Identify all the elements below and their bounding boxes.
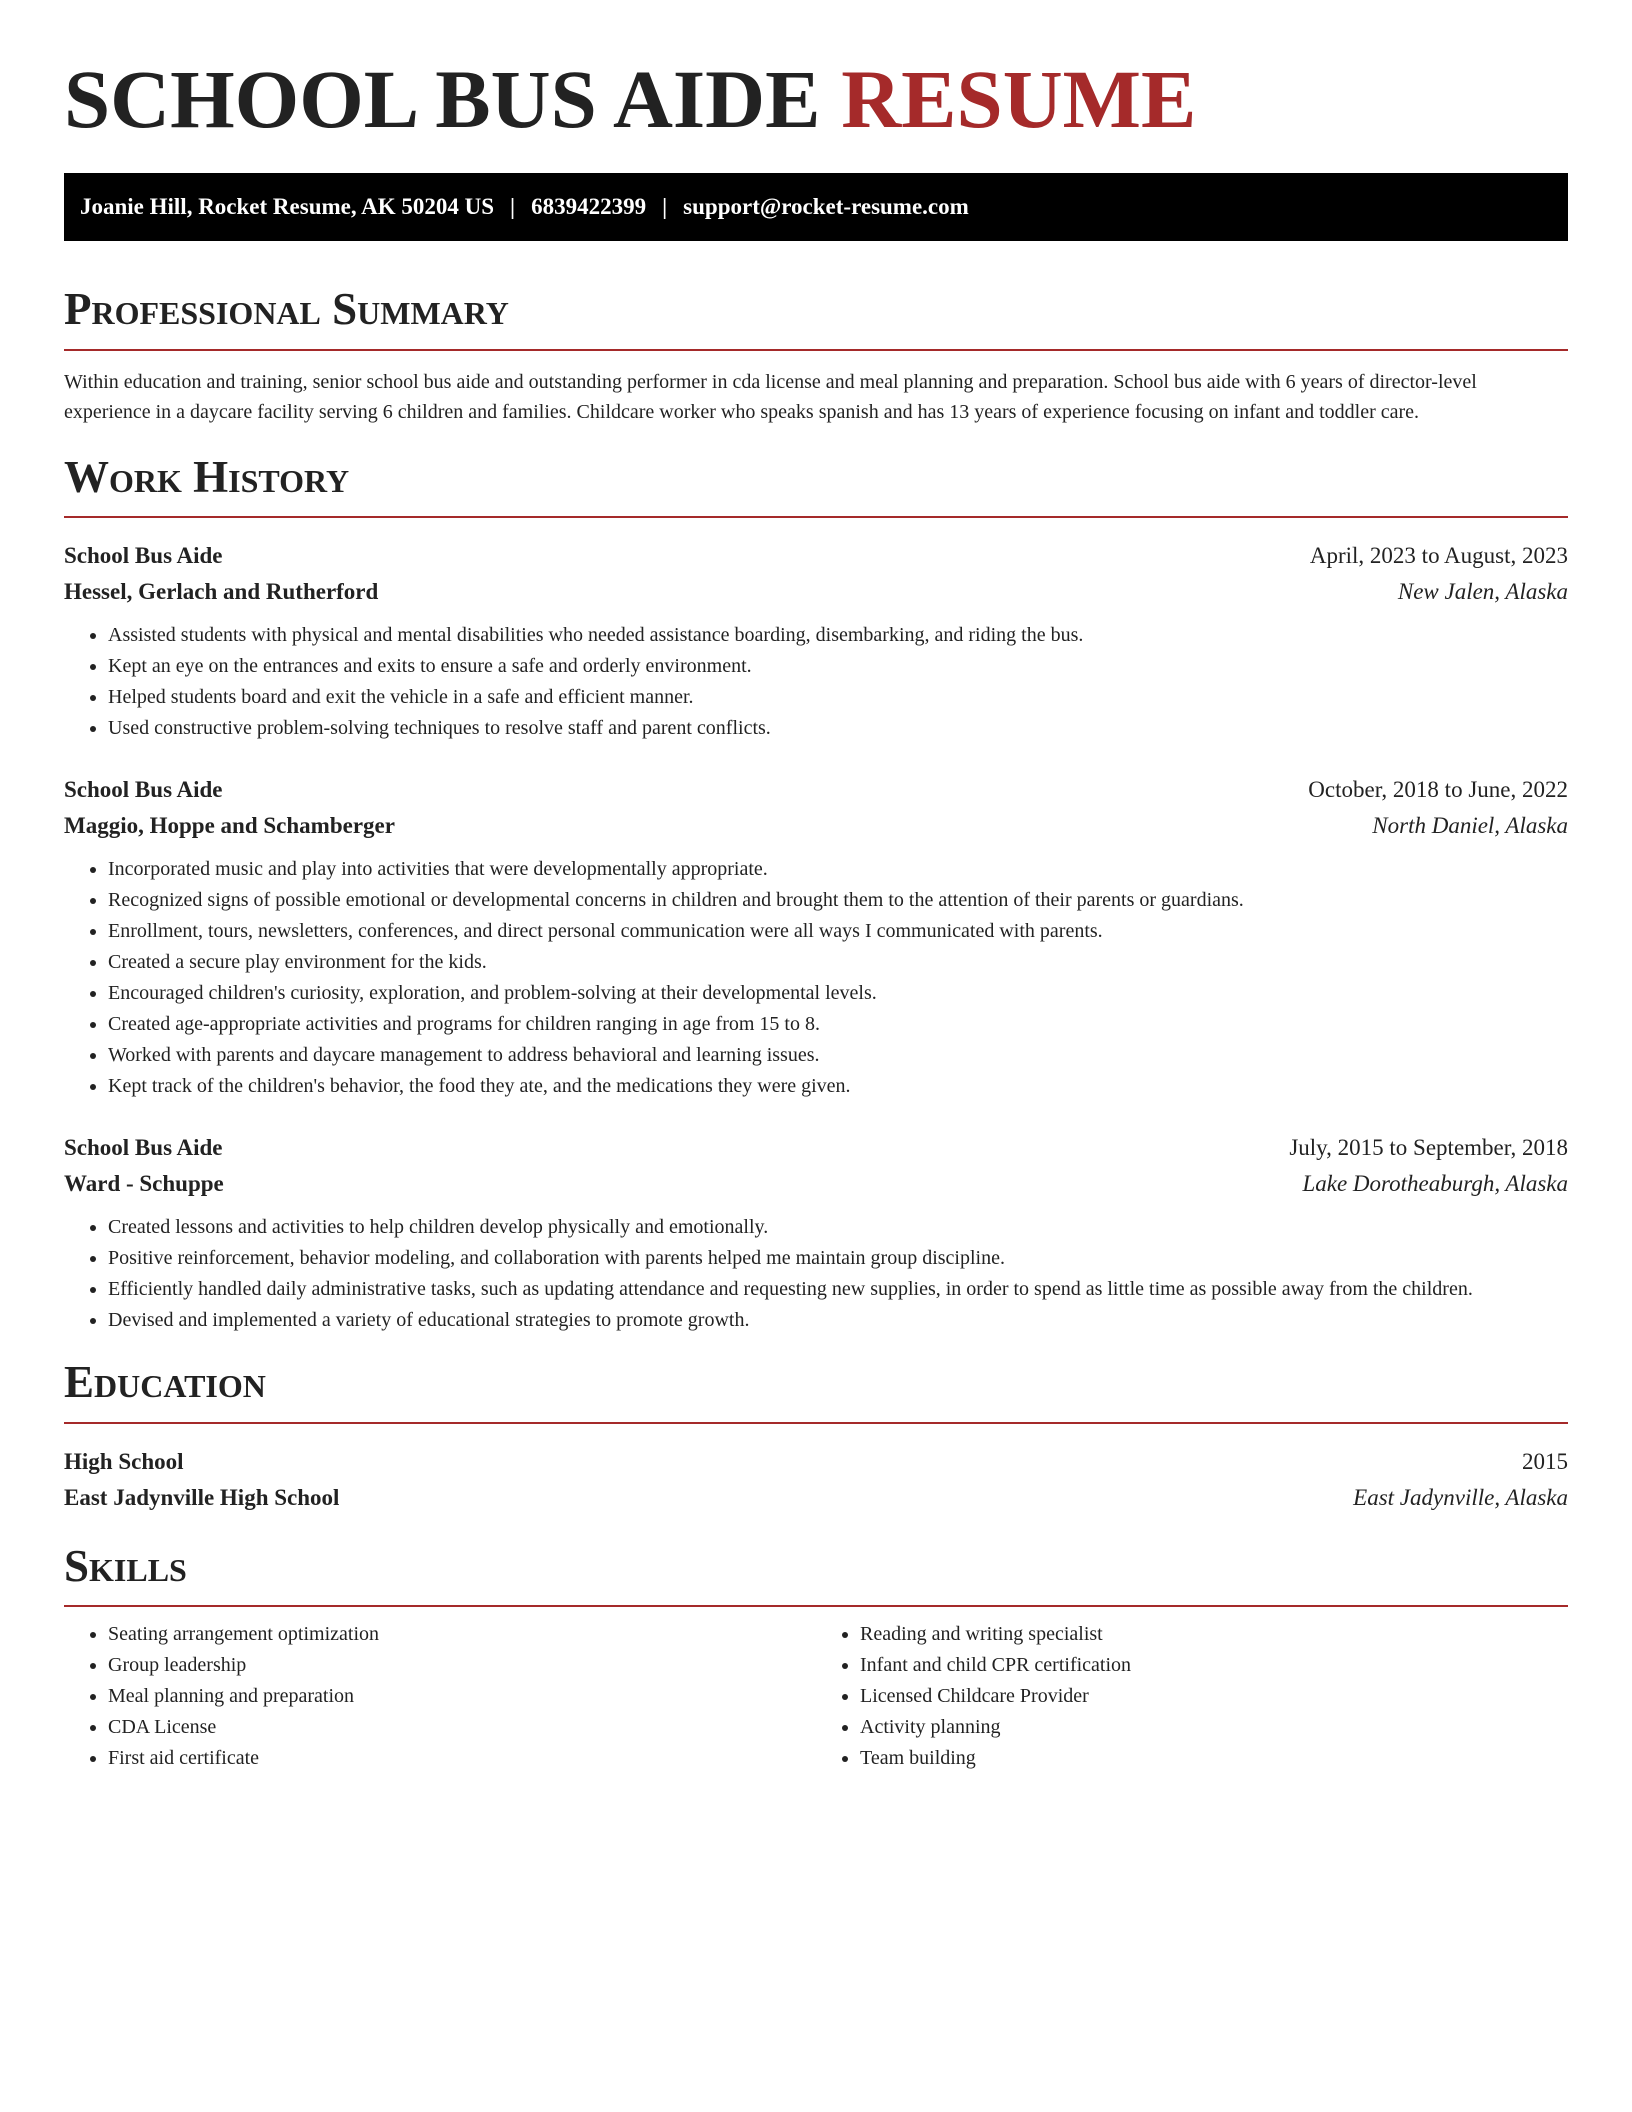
skill-item: • Reading and writing specialist [860, 1619, 1568, 1650]
section-divider [64, 516, 1568, 518]
skills-column-left [64, 1619, 816, 1774]
resume-title [64, 52, 1568, 147]
list-item: • Positive reinforcement, behavior modeling, and collaboration with parents helped me maintain group discipline. [108, 1243, 1568, 1274]
list-item: • Assisted students with physical and mental disabilities who needed assistance boarding, disembarking, and riding the bus. [108, 620, 1568, 651]
list-item: • Created lessons and activities to help children develop physically and emotionally. [108, 1212, 1568, 1243]
list-item: • Used constructive problem-solving techniques to resolve staff and parent conflicts. [108, 713, 1568, 744]
job-entry [64, 772, 1568, 1102]
job-entry [64, 538, 1568, 744]
list-item: • Kept track of the children's behavior, the food they ate, and the medications they were given. [108, 1071, 1568, 1102]
education-location: East Jadynville, Alaska [1353, 1484, 1568, 1510]
section-divider [64, 349, 1568, 351]
contact-phone: 6839422399 [531, 194, 647, 220]
list-item: • Devised and implemented a variety of educational strategies to promote growth. [108, 1305, 1568, 1336]
contact-address: Joanie Hill, Rocket Resume, AK 50204 US [80, 194, 494, 220]
job-dates: July, 2015 to September, 2018 [1289, 1135, 1568, 1161]
contact-bar [64, 173, 1568, 241]
education-degree: High School [64, 1448, 184, 1474]
skill-item: • Activity planning [860, 1712, 1568, 1743]
job-title: School Bus Aide [64, 777, 223, 803]
section-divider [64, 1605, 1568, 1607]
job-title-row [64, 538, 1568, 574]
list-item: • Encouraged children's curiosity, exploration, and problem-solving at their developmental levels. [108, 978, 1568, 1009]
skills-column-right [816, 1619, 1568, 1774]
skill-item: • Group leadership [108, 1650, 816, 1681]
list-item: • Enrollment, tours, newsletters, conferences, and direct personal communication were all ways I communicated with parents. [108, 916, 1568, 947]
job-entry [64, 1130, 1568, 1336]
list-item: • Recognized signs of possible emotional or developmental concerns in children and brought them to the attention of their parents or guardians. [108, 885, 1568, 916]
job-title: School Bus Aide [64, 1135, 223, 1161]
education-school: East Jadynville High School [64, 1484, 340, 1510]
section-divider [64, 1422, 1568, 1424]
job-location: New Jalen, Alaska [1397, 579, 1568, 605]
education-school-row [64, 1480, 1568, 1516]
skill-item: • Meal planning and preparation [108, 1681, 816, 1712]
job-duties-list [64, 854, 1568, 1102]
list-item: • Created a secure play environment for the kids. [108, 947, 1568, 978]
job-title-row [64, 1130, 1568, 1166]
work-history-heading: Work History [64, 451, 350, 502]
list-item: • Created age-appropriate activities and programs for children ranging in age from 15 to 8. [108, 1009, 1568, 1040]
job-company: Maggio, Hoppe and Schamberger [64, 813, 395, 839]
education-entry [64, 1444, 1568, 1516]
job-title: School Bus Aide [64, 543, 223, 569]
title-accent: RESUME [841, 53, 1197, 145]
job-company-row [64, 1166, 1568, 1202]
title-main: SCHOOL BUS AIDE [64, 53, 821, 145]
contact-email: support@rocket-resume.com [683, 194, 969, 220]
skills-heading: Skills [64, 1540, 187, 1591]
job-company-row [64, 808, 1568, 844]
summary-text: Within education and training, senior school bus aide and outstanding performer in cda license and meal planning and preparation. School bus aide with 6 years of director-level experience in a daycare facility serving 6 children and families. Childcare worker who speaks spanish and has 13 years of experience focusing on infant and toddler care. [64, 370, 1477, 423]
job-company-row [64, 574, 1568, 610]
job-location: North Daniel, Alaska [1372, 813, 1568, 839]
list-item: • Kept an eye on the entrances and exits to ensure a safe and orderly environment. [108, 651, 1568, 682]
summary-heading: Professional Summary [64, 284, 509, 335]
job-dates: April, 2023 to August, 2023 [1309, 543, 1568, 569]
skill-item: • Team building [860, 1743, 1568, 1774]
job-dates: October, 2018 to June, 2022 [1308, 777, 1568, 803]
job-title-row [64, 772, 1568, 808]
skill-item: • First aid certificate [108, 1743, 816, 1774]
skill-item: • Licensed Childcare Provider [860, 1681, 1568, 1712]
job-company: Hessel, Gerlach and Rutherford [64, 579, 379, 605]
skill-item: • Infant and child CPR certification [860, 1650, 1568, 1681]
contact-separator: | [662, 194, 668, 220]
contact-separator: | [510, 194, 516, 220]
list-item: • Efficiently handled daily administrative tasks, such as updating attendance and requesting new supplies, in order to spend as little time as possible away from the children. [108, 1274, 1568, 1305]
skill-item: • CDA License [108, 1712, 816, 1743]
list-item: • Worked with parents and daycare management to address behavioral and learning issues. [108, 1040, 1568, 1071]
job-company: Ward - Schuppe [64, 1171, 224, 1197]
skill-item: • Seating arrangement optimization [108, 1619, 816, 1650]
list-item: • Helped students board and exit the vehicle in a safe and efficient manner. [108, 682, 1568, 713]
education-heading: Education [64, 1357, 266, 1408]
education-year: 2015 [1522, 1448, 1568, 1474]
job-duties-list [64, 1212, 1568, 1336]
skills-grid [64, 1619, 1568, 1774]
job-location: Lake Dorotheaburgh, Alaska [1302, 1171, 1568, 1197]
education-degree-row [64, 1444, 1568, 1480]
job-duties-list [64, 620, 1568, 744]
list-item: • Incorporated music and play into activities that were developmentally appropriate. [108, 854, 1568, 885]
